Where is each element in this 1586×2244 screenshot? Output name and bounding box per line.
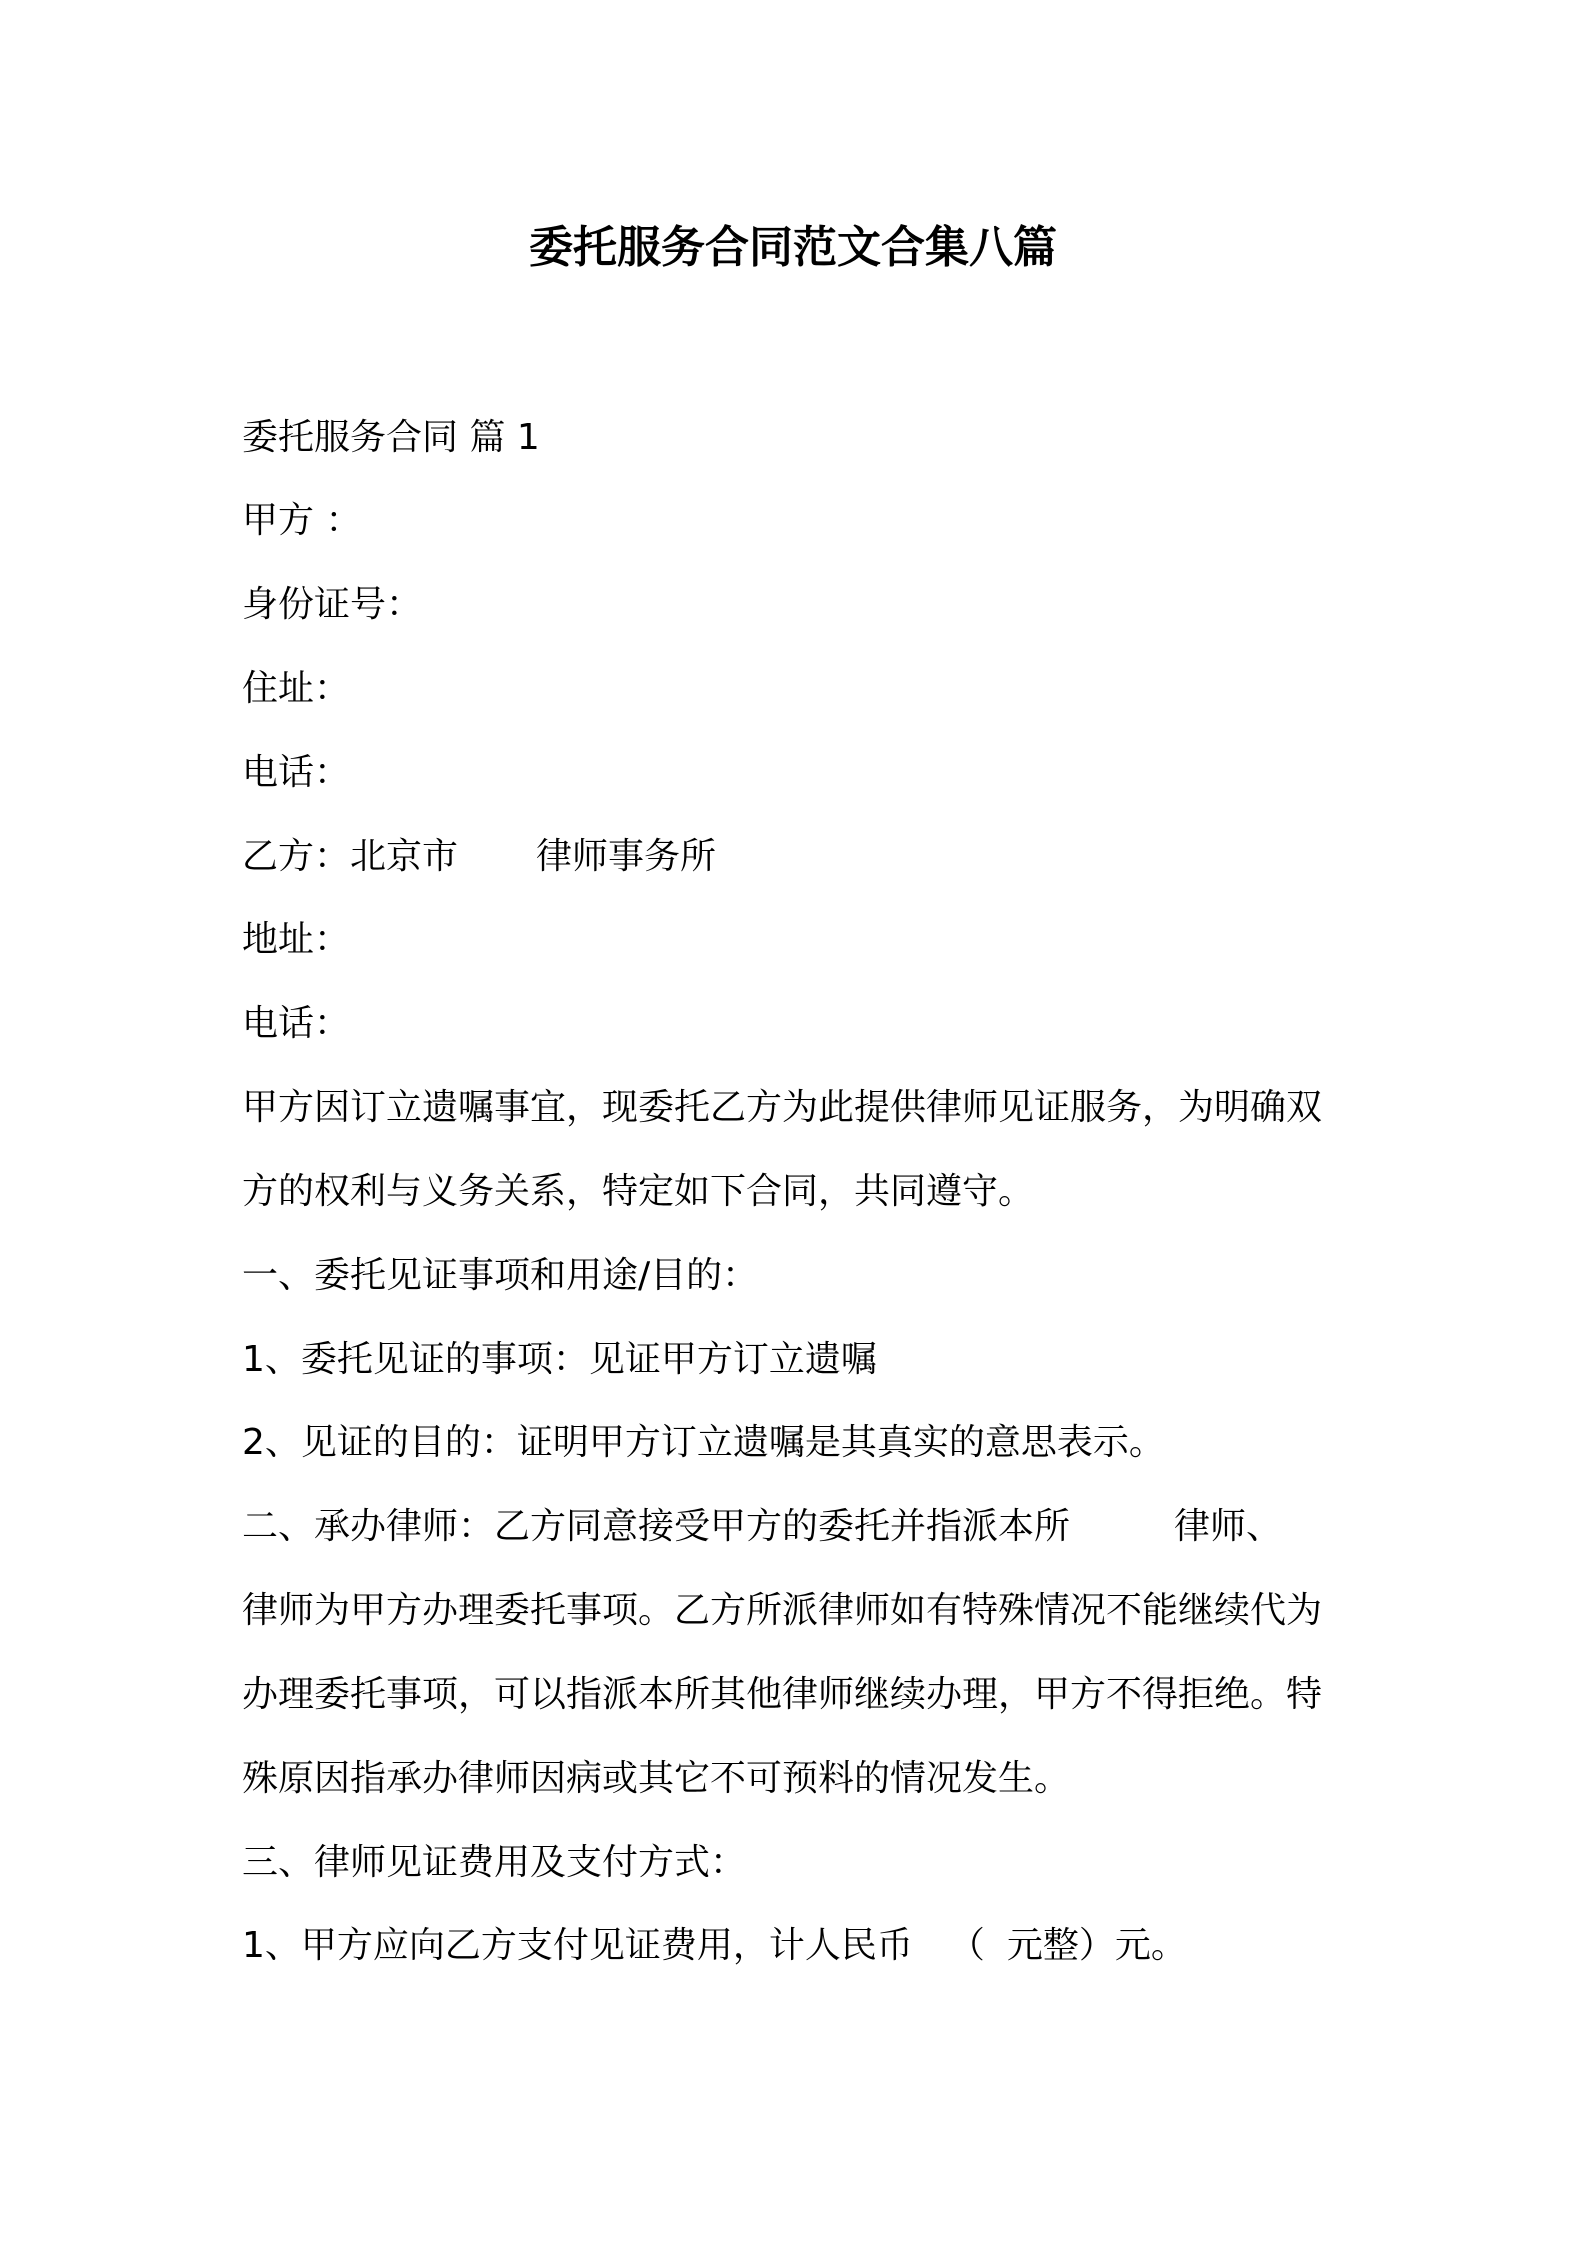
party-a-address-label: 住址： [242,668,351,709]
document-title: 委托服务合同范文合集八篇 [529,222,1057,273]
clause-2-line-2: 律师为甲方办理委托事项。乙方所派律师如有特殊情况不能继续代为 [242,1590,1323,1631]
clause-2-line-1-prefix: 二、承办律师：乙方同意接受甲方的委托并指派本所 [242,1506,1071,1547]
clause-3-item-1-prefix: 1、甲方应向乙方支付见证费用，计人民币 [242,1925,913,1966]
intro-line-1: 甲方因订立遗嘱事宜，现委托乙方为此提供律师见证服务，为明确双 [242,1087,1323,1128]
party-b-line [242,832,716,882]
clause-2-line-1-suffix: 律师、 [1174,1506,1283,1547]
party-a-phone-label: 电话： [242,752,351,793]
clause-1-item-1: 1、委托见证的事项：见证甲方订立遗嘱 [242,1339,877,1380]
clause-3-item-1 [242,1921,1187,1971]
clause-1-heading: 一、委托见证事项和用途/目的： [242,1255,759,1296]
clause-2-line-1 [242,1502,1282,1552]
clause-2-line-4: 殊原因指承办律师因病或其它不可预料的情况发生。 [242,1758,1071,1799]
intro-line-2: 方的权利与义务关系，特定如下合同，共同遵守。 [242,1171,1035,1212]
party-b-phone-label: 电话： [242,1003,351,1044]
clause-3-item-1-suffix: 元整）元。 [1006,1925,1187,1966]
section-heading: 委托服务合同 篇 1 [242,417,540,458]
clause-3-paren-open: （ [948,1925,985,1966]
clause-2-line-3: 办理委托事项，可以指派本所其他律师继续办理，甲方不得拒绝。特 [242,1674,1323,1715]
party-b-label: 乙方：北京市 [242,836,459,877]
clause-3-heading: 三、律师见证费用及支付方式： [242,1842,747,1883]
clause-1-item-2: 2、见证的目的：证明甲方订立遗嘱是其真实的意思表示。 [242,1422,1165,1463]
id-number-label: 身份证号： [242,584,423,625]
party-b-address-label: 地址： [242,919,351,960]
party-b-firm-suffix: 律师事务所 [536,836,717,877]
party-a-label: 甲方 ： [242,500,362,541]
